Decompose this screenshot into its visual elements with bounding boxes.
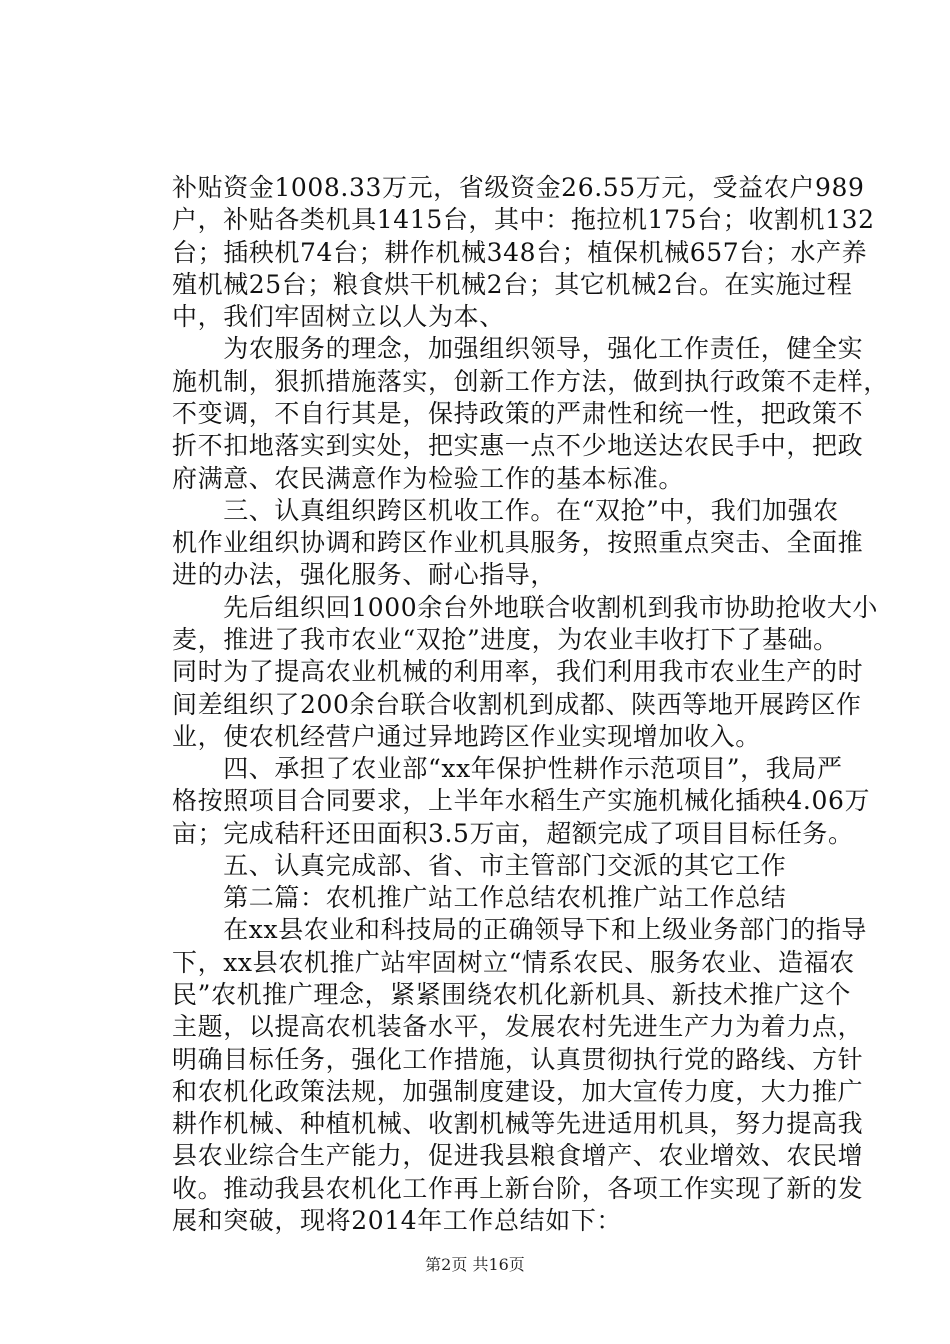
body-text-line: 中，我们牢固树立以人为本、 xyxy=(172,302,505,331)
body-text-line: 折不扣地落实到实处，把实惠一点不少地送达农民手中，把政 xyxy=(172,431,864,460)
body-text-line: 收。推动我县农机化工作再上新台阶，各项工作实现了新的发 xyxy=(172,1174,864,1203)
page-footer: 第2页 共16页 xyxy=(425,1255,525,1274)
body-text-line: 台；插秧机74台；耕作机械348台；植保机械657台；水产养 xyxy=(172,238,868,267)
body-text-line: 殖机械25台；粮食烘干机械2台；其它机械2台。在实施过程 xyxy=(172,270,853,299)
body-text-line: 四、承担了农业部“xx年保护性耕作示范项目”，我局严 xyxy=(172,754,843,783)
body-text-line: 耕作机械、种植机械、收割机械等先进适用机具，努力提高我 xyxy=(172,1109,864,1138)
body-text-line: 进的办法，强化服务、耐心指导， xyxy=(172,560,557,589)
body-text-line: 为农服务的理念，加强组织领导，强化工作责任，健全实 xyxy=(172,334,864,363)
body-text-line: 格按照项目合同要求，上半年水稻生产实施机械化插秧4.06万 xyxy=(172,786,871,815)
body-text-line: 民”农机推广理念，紧紧围绕农机化新机具、新技术推广这个 xyxy=(172,980,851,1009)
body-text-line: 施机制，狠抓措施落实，创新工作方法，做到执行政策不走样， xyxy=(172,367,889,396)
body-text-line: 在xx县农业和科技局的正确领导下和上级业务部门的指导 xyxy=(172,915,868,944)
body-text-line: 展和突破，现将2014年工作总结如下： xyxy=(172,1206,623,1235)
body-text-line: 户，补贴各类机具1415台，其中：拖拉机175台；收割机132 xyxy=(172,205,875,234)
body-text-line: 五、认真完成部、省、市主管部门交派的其它工作 xyxy=(172,851,787,880)
body-text-line: 县农业综合生产能力，促进我县粮食增产、农业增效、农民增 xyxy=(172,1141,864,1170)
body-text-line: 主题，以提高农机装备水平，发展农村先进生产力为着力点， xyxy=(172,1012,864,1041)
body-text-line: 机作业组织协调和跨区作业机具服务，按照重点突击、全面推 xyxy=(172,528,864,557)
body-text-line: 府满意、农民满意作为检验工作的基本标准。 xyxy=(172,464,685,493)
body-text-line: 和农机化政策法规，加强制度建设，加大宣传力度，大力推广 xyxy=(172,1077,864,1106)
body-text-line: 亩；完成秸秆还田面积3.5万亩，超额完成了项目目标任务。 xyxy=(172,819,854,848)
body-text-line: 不变调，不自行其是，保持政策的严肃性和统一性，把政策不 xyxy=(172,399,864,428)
body-text-line: 先后组织回1000余台外地联合收割机到我市协助抢收大小 xyxy=(172,593,879,622)
body-text-line: 麦，推进了我市农业“双抢”进度，为农业丰收打下了基础。 xyxy=(172,625,839,654)
body-text-line: 同时为了提高农业机械的利用率，我们利用我市农业生产的时 xyxy=(172,657,864,686)
body-text-line: 间差组织了200余台联合收割机到成都、陕西等地开展跨区作 xyxy=(172,690,862,719)
body-text-line: 补贴资金1008.33万元，省级资金26.55万元，受益农户989 xyxy=(172,173,865,202)
body-text-line: 下，xx县农机推广站牢固树立“情系农民、服务农业、造福农 xyxy=(172,948,855,977)
body-text-line: 明确目标任务，强化工作措施，认真贯彻执行党的路线、方针 xyxy=(172,1045,864,1074)
body-text-line: 业，使农机经营户通过异地跨区作业实现增加收入。 xyxy=(172,722,761,751)
body-text-line: 三、认真组织跨区机收工作。在“双抢”中，我们加强农 xyxy=(172,496,839,525)
section-heading-line: 第二篇：农机推广站工作总结农机推广站工作总结 xyxy=(172,883,787,912)
